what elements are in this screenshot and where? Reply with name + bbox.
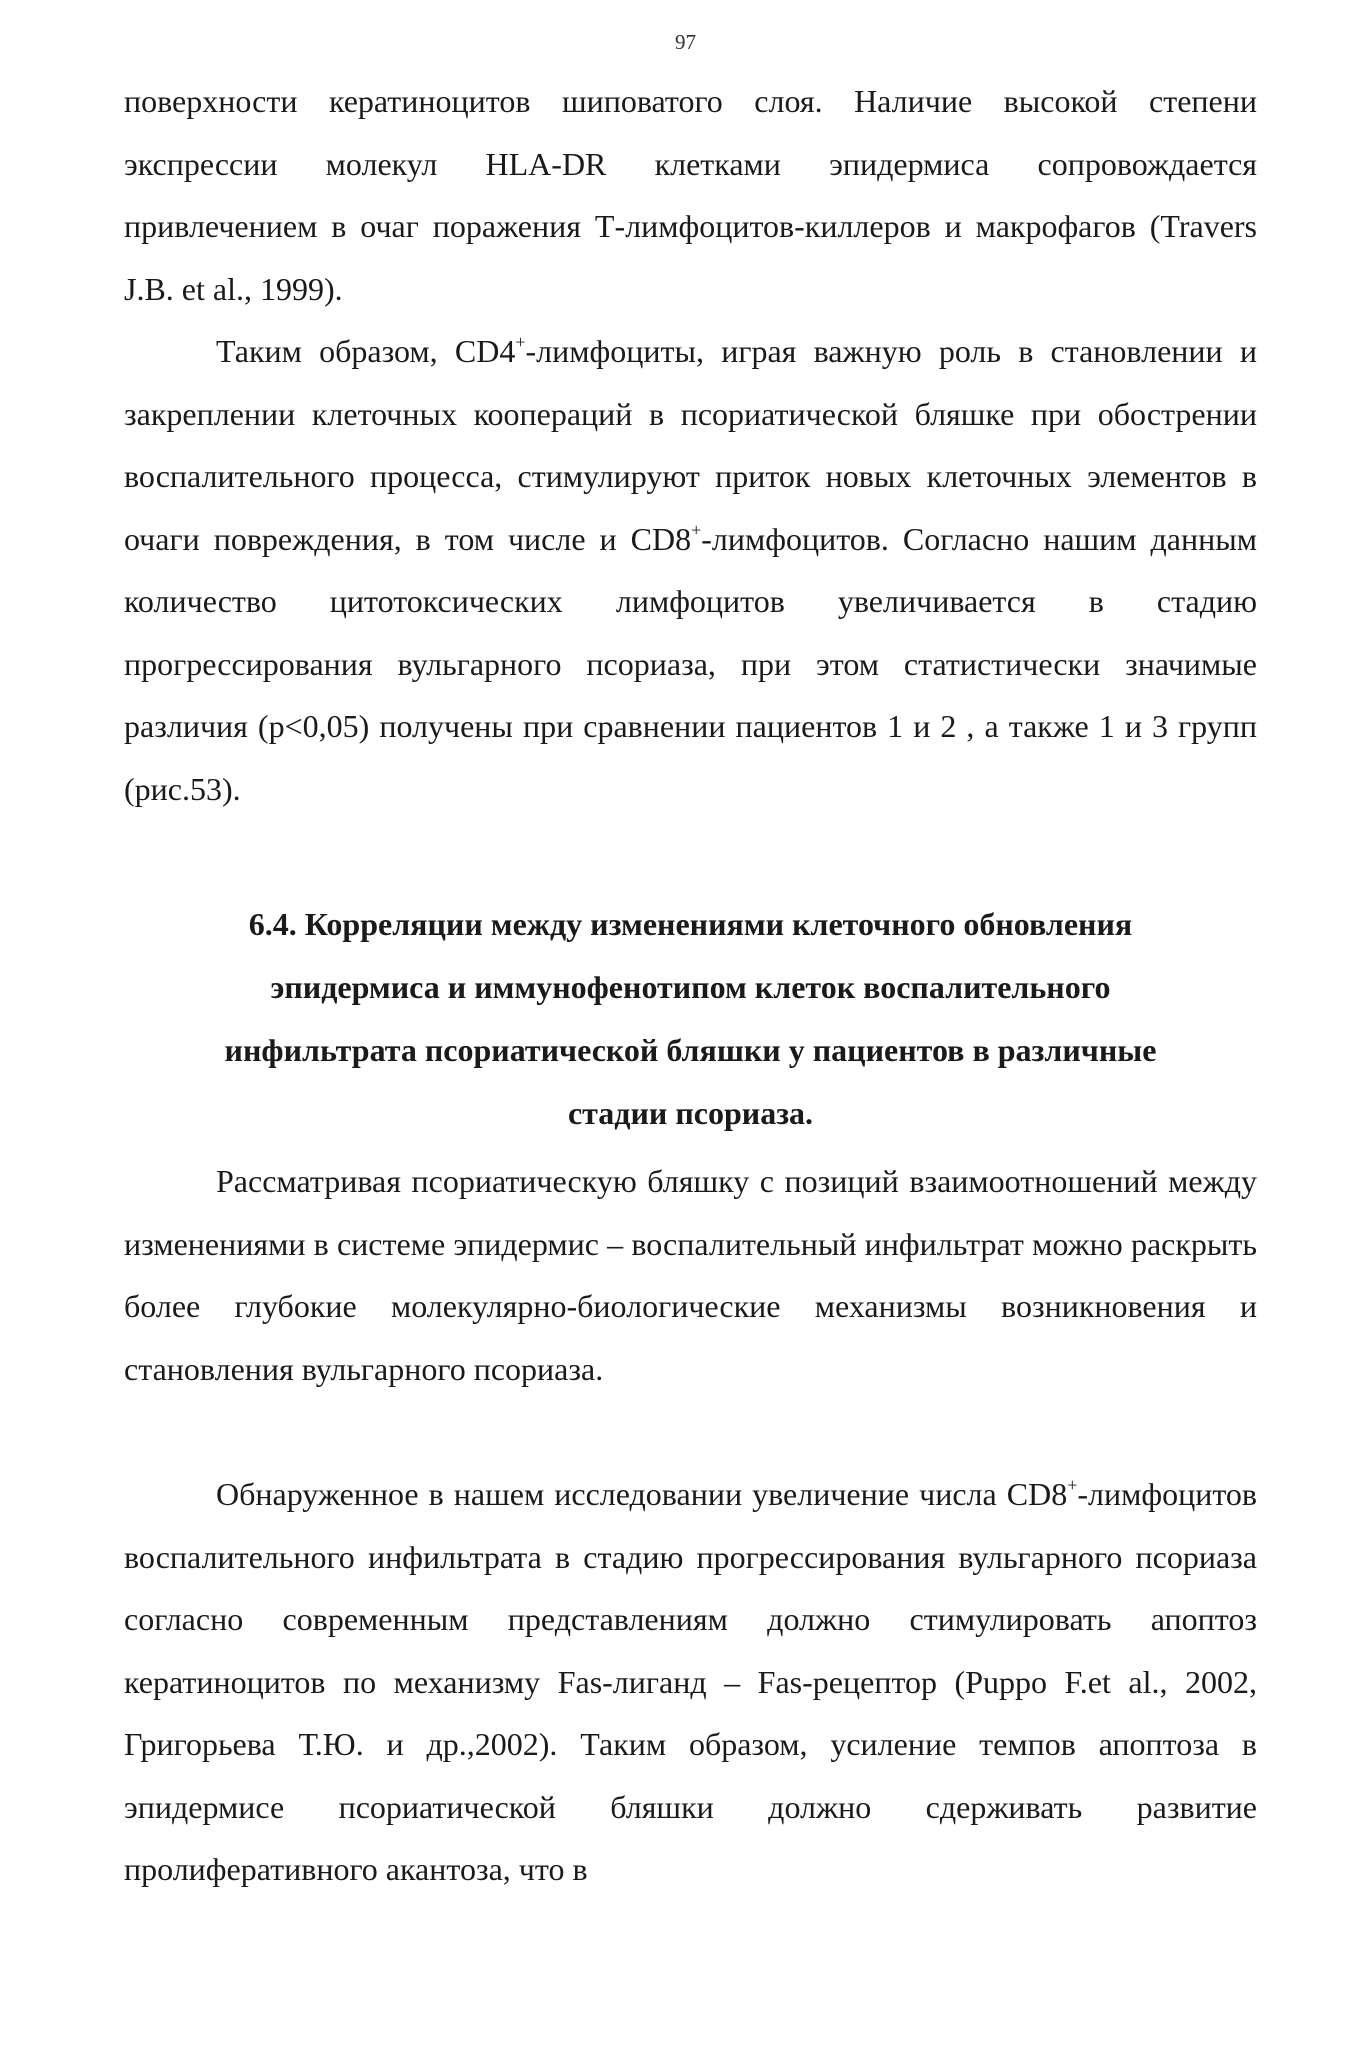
heading-line-4: стадии псориаза. bbox=[567, 1095, 814, 1131]
paragraph-2-part-1: Таким образом, CD4 bbox=[216, 333, 516, 369]
paragraph-3: Рассматривая псориатическую бляшку с позиций взаимоотношений между изменениями в системе эпидермис – воспалительный инфильтрат можно раскрыть более глубокие молекулярно-биологические механизмы возникновения и становления вульгарного псориаза. bbox=[124, 1163, 1257, 1387]
heading-line-3: инфильтрата псориатической бляшки у пациентов в различные bbox=[224, 1032, 1157, 1068]
paragraph-plaque-view bbox=[124, 1150, 1257, 1400]
paragraph-1: поверхности кератиноцитов шиповатого слоя. Наличие высокой степени экспрессии молекул HLA-DR клетками эпидермиса сопровождается привлечением в очаг поражения Т-лимфоцитов-киллеров и макрофагов (Travers J.B. et al., 1999). bbox=[124, 83, 1257, 307]
paragraph-continuation bbox=[124, 70, 1257, 320]
superscript-plus: + bbox=[1067, 1475, 1078, 1495]
paragraph-2-part-2: -лимфоциты, играя важную роль в становлении и закреплении клеточных коопераций в псориатической бляшке при обострении воспалительного процесса, стимулируют приток новых клеточных элементов в очаги повреждения, в том числе и CD8 bbox=[124, 333, 1257, 557]
paragraph-2 bbox=[124, 320, 1257, 820]
heading-line-1: 6.4. Корреляции между изменениями клеточного обновления bbox=[248, 906, 1133, 942]
paragraph-4 bbox=[124, 1463, 1257, 1901]
paragraph-4-part-1: Обнаруженное в нашем исследовании увеличение числа CD8 bbox=[216, 1476, 1068, 1512]
superscript-plus: + bbox=[691, 519, 702, 540]
section-heading bbox=[124, 893, 1257, 1145]
page-number: 97 bbox=[675, 30, 696, 54]
paragraph-cd8-apoptosis bbox=[124, 1463, 1257, 1901]
heading-line-2: эпидермиса и иммунофенотипом клеток воспалительного bbox=[270, 969, 1111, 1005]
paragraph-4-part-2: -лимфоцитов воспалительного инфильтрата в стадию прогрессирования вульгарного псориаза согласно современным представлениям должно стимулировать апоптоз кератиноцитов по механизму Fas-лиганд – Fas-рецептор (Puppo F.et al., 2002, Григорьева Т.Ю. и др.,2002). Таким образом, усиление темпов апоптоза в эпидермисе псориатической бляшки должно сдерживать развитие пролиферативного акантоза, что в bbox=[124, 1476, 1257, 1887]
superscript-plus: + bbox=[515, 332, 526, 352]
paragraph-2-part-3: -лимфоцитов. Согласно нашим данным количество цитотоксических лимфоцитов увеличивается в стадию прогрессирования вульгарного псориаза, при этом статистически значимые различия (р<0,05) получены при сравнении пациентов 1 и 2 , а также 1 и 3 групп (рис.53). bbox=[124, 520, 1258, 807]
paragraph-cd4-summary bbox=[124, 320, 1257, 820]
